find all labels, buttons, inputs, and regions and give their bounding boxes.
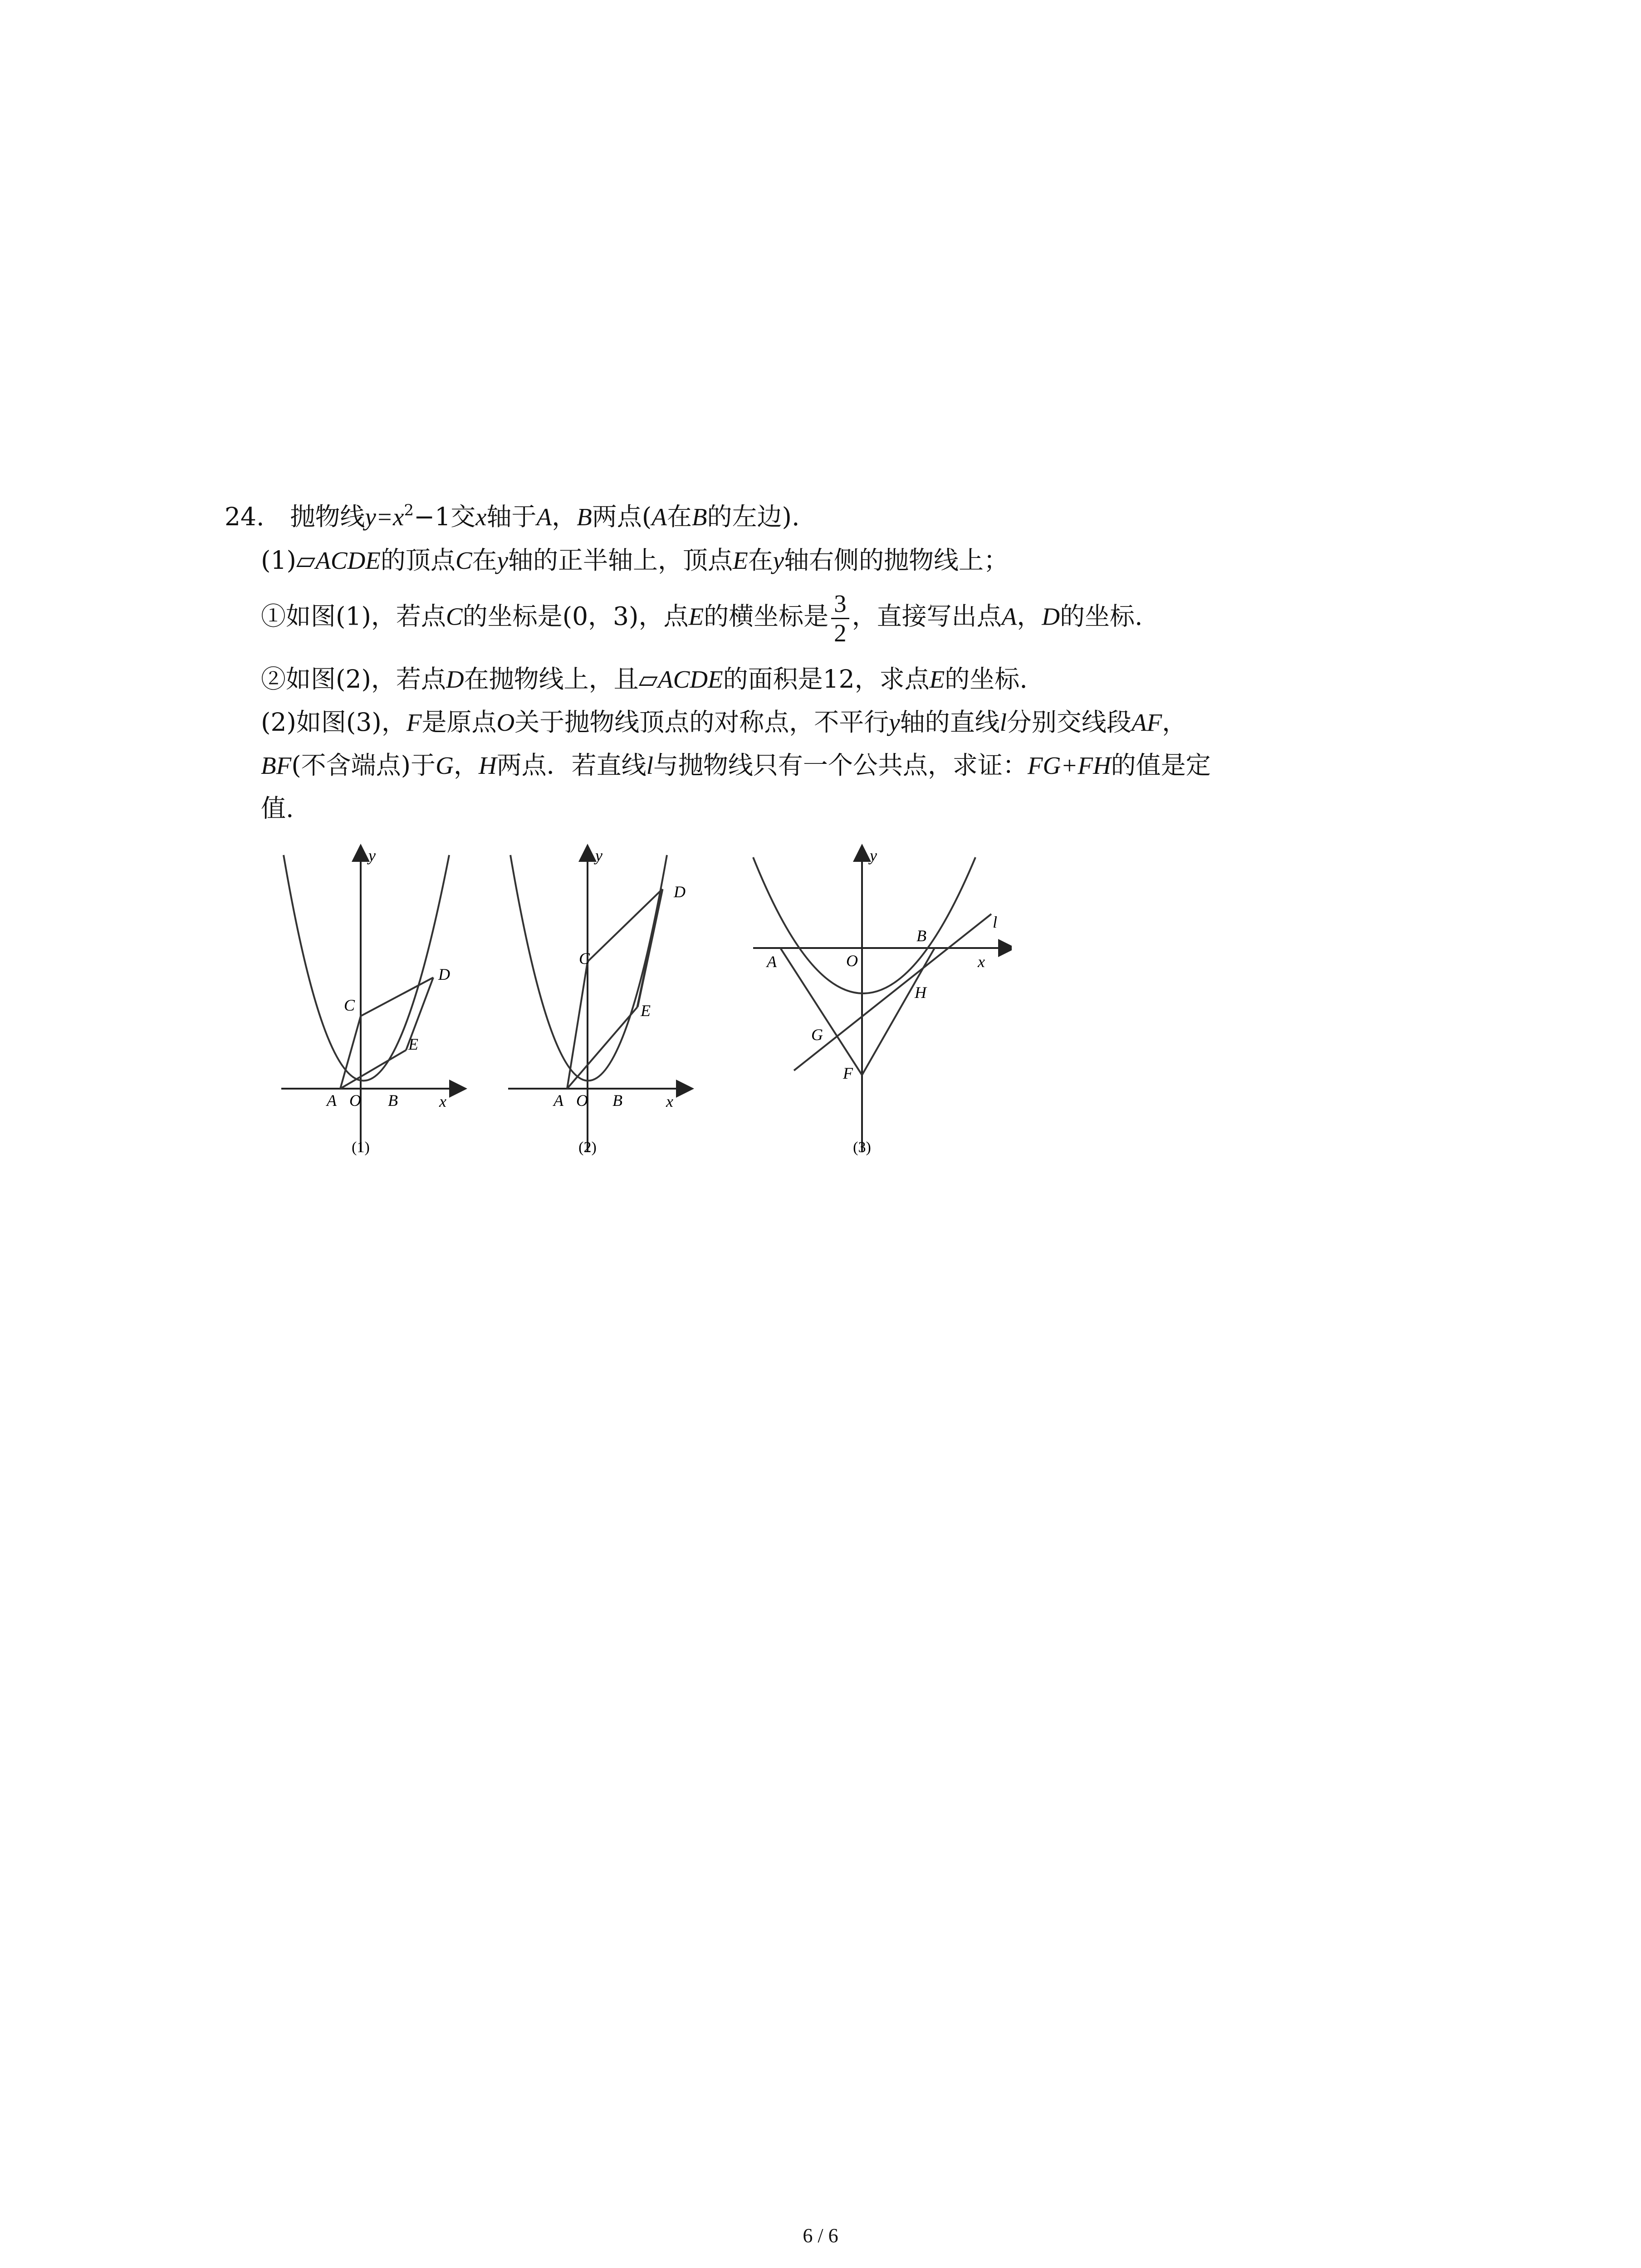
label-l: l (993, 913, 998, 931)
label-o: O (846, 952, 858, 970)
parabola (284, 855, 449, 1081)
part2-line1: (2)如图(3)，F是原点O关于抛物线顶点的对称点，不平行y轴的直线l分别交线段AF， (261, 708, 1187, 737)
label-x: x (439, 1092, 446, 1110)
caption-1: (1) (352, 1139, 370, 1156)
page-number: 6 / 6 (803, 2224, 838, 2247)
label-x: x (666, 1092, 673, 1110)
caption-3: (3) (853, 1139, 871, 1156)
label-o: O (349, 1091, 361, 1110)
segment-cd (588, 889, 662, 962)
part1-line: (1)▱ACDE的顶点C在y轴的正半轴上，顶点E在y轴右侧的抛物线上； (261, 546, 1009, 575)
part2-line3: 值. (261, 794, 294, 823)
segment-de (637, 889, 662, 1007)
label-x: x (978, 953, 985, 971)
parallelogram-symbol: ▱ (638, 665, 658, 694)
label-y: y (870, 846, 877, 865)
label-a: A (554, 1091, 563, 1110)
parabola (753, 857, 975, 993)
label-a: A (767, 953, 777, 971)
label-d: D (438, 965, 450, 983)
line-l (794, 914, 991, 1070)
parallelogram-symbol: ▱ (296, 546, 316, 575)
label-o: O (576, 1091, 588, 1110)
label-h: H (915, 983, 926, 1002)
label-c: C (579, 949, 590, 968)
parabola (510, 855, 667, 1081)
problem-number: 24. (225, 502, 265, 531)
label-y: y (368, 846, 376, 865)
label-e: E (641, 1002, 651, 1020)
label-g: G (811, 1026, 823, 1044)
label-b: B (612, 1091, 622, 1110)
sub2-line: ②如图(2)，若点D在抛物线上，且▱ACDE的面积是12，求点E的坐标. (261, 665, 1028, 694)
label-d: D (674, 883, 686, 901)
label-f: F (843, 1064, 853, 1082)
part2-line2: BF(不含端点)于G，H两点．若直线l与抛物线只有一个公共点，求证：FG+FH的值是定 (261, 751, 1211, 780)
problem-intro-line: 24. 抛物线$y=x^2-1$交x轴于A，B两点(A在B的左边). (225, 501, 800, 531)
figure-2 (499, 839, 699, 1166)
label-c: C (344, 996, 355, 1014)
segment-cd (361, 978, 433, 1016)
label-b: B (916, 927, 926, 945)
figure-3 (740, 839, 1012, 1166)
sub1-line: ①如图(1)，若点C的坐标是(0，3)，点E的横坐标是 $\frac{3}{2}$ ，直接写出点A，D的坐标. (261, 590, 1143, 647)
label-a: A (327, 1091, 337, 1110)
label-e: E (408, 1035, 418, 1053)
fraction: $\frac{3}{2}$ (831, 590, 849, 647)
caption-2: (2) (578, 1139, 597, 1156)
label-b: B (388, 1091, 398, 1110)
label-y: y (595, 846, 603, 865)
figure-1 (272, 839, 472, 1166)
